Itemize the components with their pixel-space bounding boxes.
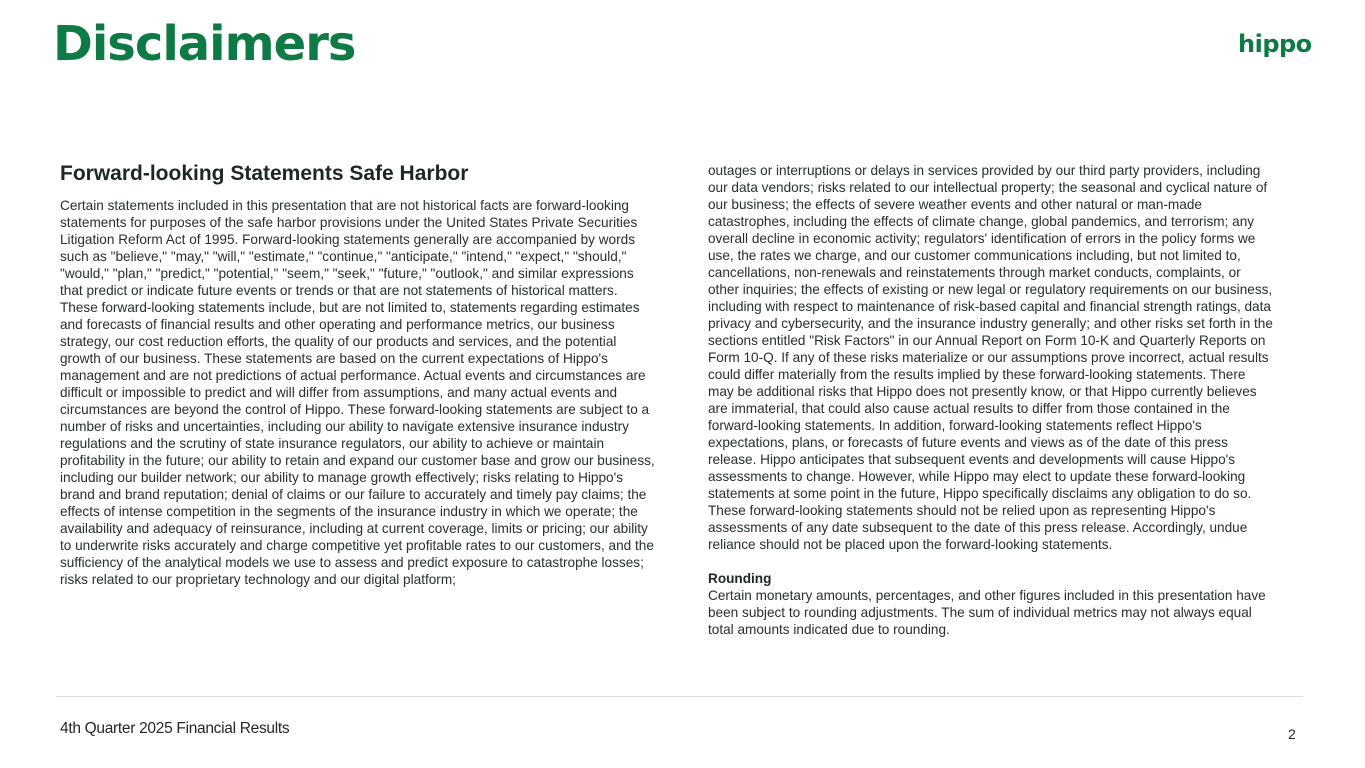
page-number: 2	[1288, 726, 1296, 742]
footer-divider	[56, 696, 1303, 697]
rounding-paragraph: Certain monetary amounts, percentages, and other figures included in this presentation have been subject to rounding adjustments. The sum of individual metrics may not always equal total amounts indicated due to rounding.	[708, 588, 1266, 637]
footer-label: 4th Quarter 2025 Financial Results	[60, 720, 290, 737]
right-column	[708, 158, 1274, 638]
rounding-heading: Rounding	[708, 571, 772, 586]
section-heading-forward-looking: Forward-looking Statements Safe Harbor	[60, 162, 469, 185]
forward-looking-paragraph-part-1: Certain statements included in this presentation that are not historical facts are forward-looking statements for purposes of the safe harbor provisions under the United States Private Securities Litigation Reform Act of 1995. Forward-looking statements generally are accompanied by words such as "believe," "may," "will," "estimate," "continue," "anticipate," "intend," "expect," "should," "would," "plan," "predict," "potential," "seem," "seek," "future," "outlook," and similar expressions that predict or indicate future events or trends or that are not statements of historical matters. These forward-looking statements include, but are not limited to, statements regarding estimates and forecasts of financial results and other operating and performance metrics, our business strategy, our cost reduction efforts, the quality of our products and services, and the potential growth of our business. These statements are based on the current expectations of Hippo's management and are not predictions of actual performance. Actual events and circumstances are difficult or impossible to predict and will differ from assumptions, and many actual events and circumstances are beyond the control of Hippo. These forward-looking statements are subject to a number of risks and uncertainties, including our ability to navigate extensive insurance industry regulations and the scrutiny of state insurance regulators, our ability to achieve or maintain profitability in the future; our ability to retain and expand our customer base and grow our business, including our builder network; our ability to manage growth effectively; risks relating to Hippo's brand and brand reputation; denial of claims or our failure to accurately and timely pay claims; the effects of intense competition in the segments of the insurance industry in which we operate; the availability and adequacy of reinsurance, including at current coverage, limits or pricing; our ability to underwrite risks accurately and charge competitive yet profitable rates to our customers, and the sufficiency of the analytical models we use to assess and predict exposure to catastrophe losses; risks related to our proprietary technology and our digital platform;	[60, 198, 655, 587]
left-column	[60, 158, 656, 588]
page-title: Disclaimers	[53, 16, 356, 72]
forward-looking-paragraph-part-2: outages or interruptions or delays in services provided by our third party providers, including our data vendors; risks related to our intellectual property; the seasonal and cyclical nature of our business; the effects of severe weather events and other natural or man-made catastrophes, including the effects of climate change, global pandemics, and terrorism; any overall decline in economic activity; regulators' identification of errors in the policy forms we use, the rates we charge, and our customer communications including, but not limited to, cancellations, non-renewals and reinstatements through market conducts, complaints, or other inquiries; the effects of existing or new legal or regulatory requirements on our business, including with respect to maintenance of risk-based capital and financial strength ratings, data privacy and cybersecurity, and the insurance industry generally; and other risks set forth in the sections entitled "Risk Factors" in our Annual Report on Form 10-K and Quarterly Reports on Form 10-Q. If any of these risks materialize or our assumptions prove incorrect, actual results could differ materially from the results implied by these forward-looking statements. There may be additional risks that Hippo does not presently know, or that Hippo currently believes are immaterial, that could also cause actual results to differ from those contained in the forward-looking statements. In addition, forward-looking statements reflect Hippo's expectations, plans, or forecasts of future events and views as of the date of this press release. Hippo anticipates that subsequent events and developments will cause Hippo's assessments to change. However, while Hippo may elect to update these forward-looking statements at some point in the future, Hippo specifically disclaims any obligation to do so. These forward-looking statements should not be relied upon as representing Hippo's assessments of any date subsequent to the date of this press release. Accordingly, undue reliance should not be placed upon the forward-looking statements.	[708, 163, 1273, 552]
hippo-logo: hippo	[1238, 30, 1312, 58]
